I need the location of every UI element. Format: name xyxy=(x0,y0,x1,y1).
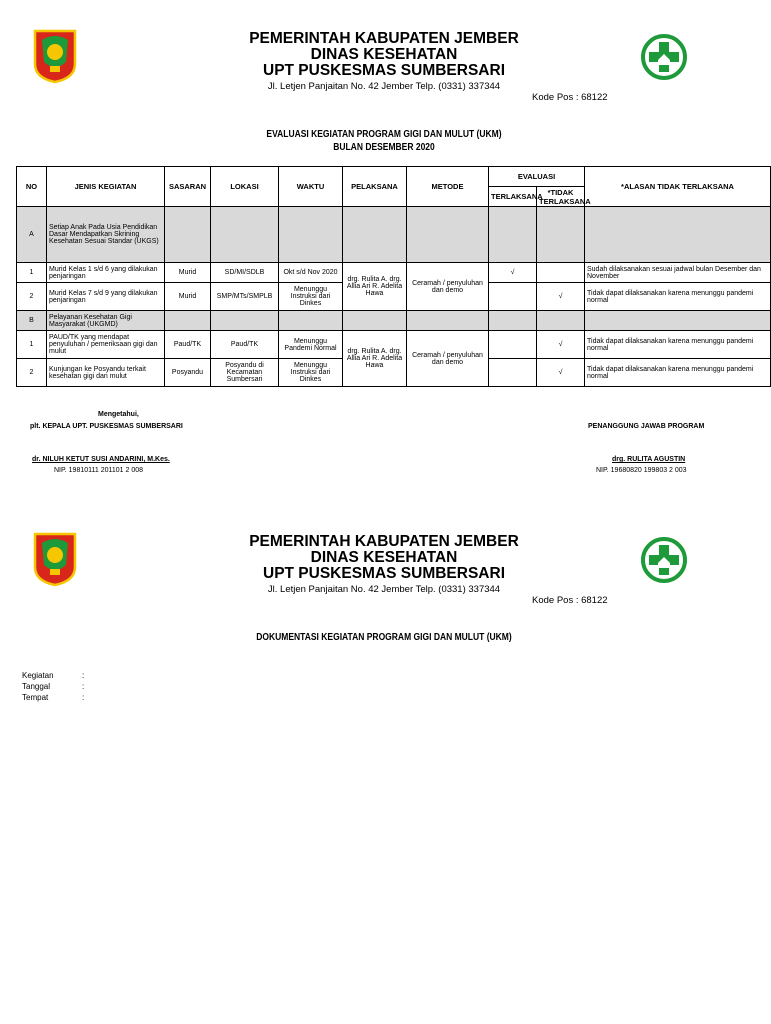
head-name: dr. NILUH KETUT SUSI ANDARINI, M.Kes. xyxy=(32,456,170,463)
col-lokasi: LOKASI xyxy=(211,167,279,207)
time: Menunggu Instruksi dari Dinkes xyxy=(279,359,343,387)
row-number: 1 xyxy=(17,263,47,283)
green-cross-icon xyxy=(640,33,688,81)
evaluation-month: BULAN DESEMBER 2020 xyxy=(333,142,435,153)
head-nip: NIP. 19810111 201101 2 008 xyxy=(54,467,144,474)
header-government: PEMERINTAH KABUPATEN JEMBER xyxy=(249,533,519,550)
row-number: A xyxy=(17,207,47,263)
target: Murid xyxy=(165,263,211,283)
col-evaluasi: EVALUASI xyxy=(489,167,585,187)
green-cross-icon xyxy=(640,536,688,584)
time: Menunggu Instruksi dari Dinkes xyxy=(279,283,343,311)
date-colon: : xyxy=(82,682,85,691)
head-title: plt. KEPALA UPT. PUSKESMAS SUMBERSARI xyxy=(30,423,183,430)
not-done-check: √ xyxy=(537,359,585,387)
table-row xyxy=(17,263,771,283)
table-row xyxy=(17,331,771,359)
col-alasan: *ALASAN TIDAK TERLAKSANA xyxy=(585,167,771,207)
row-number: 1 xyxy=(17,331,47,359)
reason: Tidak dapat dilaksanakan karena menunggu pandemi normal xyxy=(585,331,771,359)
activity-name: PAUD/TK yang mendapat penyuluhan / pemeriksaan gigi dan mulut xyxy=(47,331,165,359)
col-tidak-terlaksana: *TIDAK TERLAKSANA xyxy=(537,187,585,207)
method: Ceramah / penyuluhan dan demo xyxy=(407,263,489,311)
col-waktu: WAKTU xyxy=(279,167,343,207)
col-sasaran: SASARAN xyxy=(165,167,211,207)
location: SD/MI/SDLB xyxy=(211,263,279,283)
place-label: Tempat xyxy=(22,693,49,702)
method: Ceramah / penyuluhan dan demo xyxy=(407,331,489,387)
executor: drg. Rulita A. drg. Allia Ari R. Adelita Hawa xyxy=(343,263,407,311)
not-done-check: √ xyxy=(537,331,585,359)
row-number: 2 xyxy=(17,283,47,311)
location: Posyandu di Kecamatan Sumbersari xyxy=(211,359,279,387)
section-title: Pelayanan Kesehatan Gigi Masyarakat (UKGMD) xyxy=(47,311,165,331)
reason: Sudah dilaksanakan sesuai jadwal bulan Desember dan November xyxy=(585,263,771,283)
postal-code: Kode Pos : 68122 xyxy=(532,595,608,606)
header-department: DINAS KESEHATAN xyxy=(310,46,458,63)
activity-colon: : xyxy=(82,671,85,680)
row-number: 2 xyxy=(17,359,47,387)
date-label: Tanggal xyxy=(22,682,51,691)
health-service-logo xyxy=(640,536,688,589)
activity-name: Murid Kelas 1 s/d 6 yang dilakukan penjaringan xyxy=(47,263,165,283)
table-row xyxy=(17,311,771,331)
evaluation-table xyxy=(16,166,771,387)
location: SMP/MTs/SMPLB xyxy=(211,283,279,311)
col-metode: METODE xyxy=(407,167,489,207)
target: Murid xyxy=(165,283,211,311)
acknowledged-label: Mengetahui, xyxy=(98,411,139,418)
header-puskesmas: UPT PUSKESMAS SUMBERSARI xyxy=(263,62,505,79)
col-no: NO xyxy=(17,167,47,207)
time: Menunggu Pandemi Normal xyxy=(279,331,343,359)
pic-title: PENANGGUNG JAWAB PROGRAM xyxy=(588,423,705,430)
activity-name: Kunjungan ke Posyandu terkait kesehatan gigi dan mulut xyxy=(47,359,165,387)
postal-code: Kode Pos : 68122 xyxy=(532,92,608,103)
section-title: Setiap Anak Pada Usia Pendidikan Dasar Mendapatkan Skrining Kesehatan Sesuai Standar (UKGS) xyxy=(47,207,165,263)
header-government: PEMERINTAH KABUPATEN JEMBER xyxy=(249,30,519,47)
header-address: Jl. Letjen Panjaitan No. 42 Jember Telp. (0331) 337344 xyxy=(267,584,501,595)
target: Posyandu xyxy=(165,359,211,387)
reason: Tidak dapat dilaksanakan karena menunggu pandemi normal xyxy=(585,359,771,387)
health-service-logo xyxy=(640,33,688,86)
col-pelaksana: PELAKSANA xyxy=(343,167,407,207)
executor: drg. Rulita A. drg. Allia Ari R. Adelita Hawa xyxy=(343,331,407,387)
col-jenis: JENIS KEGIATAN xyxy=(47,167,165,207)
location: Paud/TK xyxy=(211,331,279,359)
pic-name: drg. RULITA AGUSTIN xyxy=(612,456,686,463)
pic-nip: NIP. 19680820 199803 2 003 xyxy=(596,467,687,474)
header-puskesmas: UPT PUSKESMAS SUMBERSARI xyxy=(263,565,505,582)
evaluation-title: EVALUASI KEGIATAN PROGRAM GIGI DAN MULUT (UKM) xyxy=(266,129,502,140)
header-department: DINAS KESEHATAN xyxy=(310,549,458,566)
header-address: Jl. Letjen Panjaitan No. 42 Jember Telp. (0331) 337344 xyxy=(267,81,501,92)
time: Okt s/d Nov 2020 xyxy=(279,263,343,283)
documentation-title: DOKUMENTASI KEGIATAN PROGRAM GIGI DAN MULUT (UKM) xyxy=(256,632,512,643)
activity-name: Murid Kelas 7 s/d 9 yang dilakukan penjaringan xyxy=(47,283,165,311)
col-terlaksana: TERLAKSANA xyxy=(489,187,537,207)
done-check: √ xyxy=(489,263,537,283)
reason: Tidak dapat dilaksanakan karena menunggu pandemi normal xyxy=(585,283,771,311)
table-row xyxy=(17,207,771,263)
target: Paud/TK xyxy=(165,331,211,359)
not-done-check: √ xyxy=(537,283,585,311)
activity-label: Kegiatan xyxy=(22,671,54,680)
row-number: B xyxy=(17,311,47,331)
place-colon: : xyxy=(82,693,85,702)
